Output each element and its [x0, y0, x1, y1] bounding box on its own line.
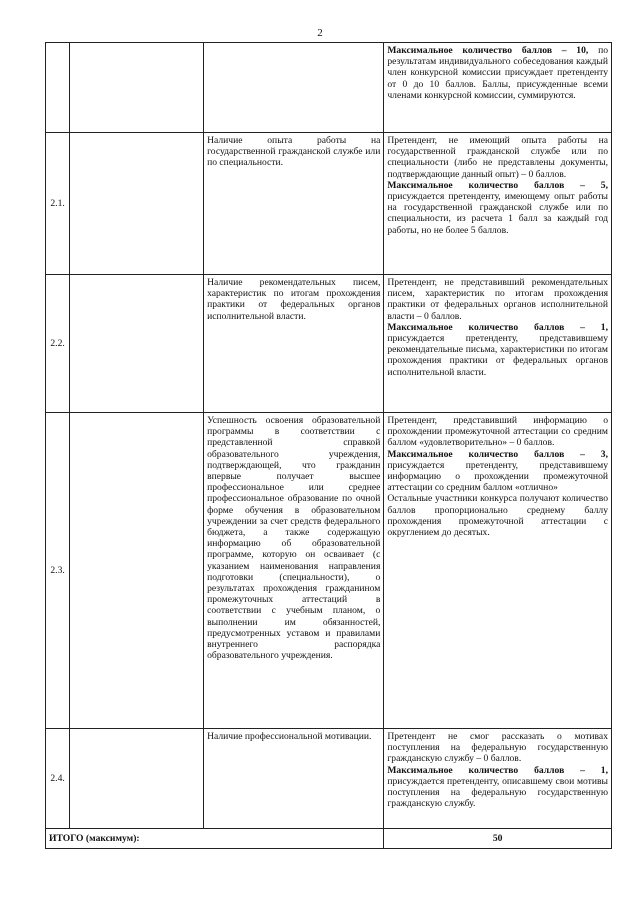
max-score-text: присуждается претенденту, представившему рекомендательные письма, характеристики по итогам прохождения практики от федеральных органов исполнительной власти. — [387, 333, 608, 378]
row-number: 2.4. — [46, 729, 70, 829]
max-score-text: присуждается претенденту, имеющему опыт работы на государственной гражданской службе или по специальности, из расчета 1 балл за каждый год работы, но не более 5 баллов. — [387, 191, 608, 236]
criteria-table — [45, 42, 612, 849]
table-row — [46, 413, 612, 729]
blank-cell — [70, 729, 204, 829]
max-score-label: Максимальное количество баллов – 10, — [387, 45, 589, 56]
table-row — [46, 133, 612, 275]
row-number: 2.2. — [46, 275, 70, 413]
description-text: Претендент, не имеющий опыта работы на государственной гражданской службе или по специальности (либо не представлены документы, подтверждающие данный опыт) – 0 баллов. — [387, 135, 608, 180]
description-text: по результатам индивидуального собеседования каждый член конкурсной комиссии присуждает претенденту от 0 до 10 баллов. Баллы, присужденные всеми членами конкурсной комиссии, суммируются. — [387, 45, 609, 101]
description-text: Претендент не смог рассказать о мотивах поступления на федеральную государственную гражданскую службу – 0 баллов. — [387, 731, 608, 765]
blank-cell — [70, 413, 204, 729]
max-score-label: Максимальное количество баллов – 3, — [387, 448, 608, 460]
row-number: 2.3. — [46, 413, 70, 729]
total-row — [46, 829, 612, 849]
description-cell — [384, 275, 612, 413]
criterion-cell — [204, 43, 384, 133]
max-score-label: Максимальное количество баллов – 1, — [387, 321, 608, 333]
table-row — [46, 729, 612, 829]
blank-cell — [70, 43, 204, 133]
max-score-text: присуждается претенденту, представившему информацию о прохождении промежуточной аттестации со средним баллом «отлично» — [387, 459, 608, 494]
max-score-label: Максимальное количество баллов – 5, — [387, 179, 608, 191]
extra-text: Остальные участники конкурса получают количество баллов пропорционально среднему баллу прохождения промежуточной аттестации с округлением до десятых. — [387, 493, 608, 539]
criterion-cell: Успешность освоения образовательной программы в соответствии с представленной справкой образовательного учреждения, подтверждающей, что гражданин впервые получает высшее профессиональное или среднее профессиональное образование по очной форме обучения в образовательном учреждении за счет средств федерального бюджета, а также содержащую информацию об образовательной программе, которую он осваивает (с указанием наименования направления подготовки (специальности), о результатах прохождения гражданином промежуточных аттестаций в соответствии с учебным планом, о выполнении им обязанностей, предусмотренных уставом и правилами внутреннего распорядка образовательного учреждения. — [204, 413, 384, 729]
table-row — [46, 43, 612, 133]
criterion-cell: Наличие рекомендательных писем, характеристик по итогам прохождения практики от федеральных органов исполнительной власти. — [204, 275, 384, 413]
description-cell — [384, 133, 612, 275]
page-number: 2 — [317, 27, 323, 39]
row-number — [46, 43, 70, 133]
description-cell — [384, 43, 612, 133]
row-number: 2.1. — [46, 133, 70, 275]
blank-cell — [70, 275, 204, 413]
max-score-text: присуждается претенденту, описавшему свои мотивы поступления на федеральную государственную гражданскую службу. — [387, 775, 608, 810]
criterion-cell: Наличие опыта работы на государственной гражданской службе или по специальности. — [204, 133, 384, 275]
blank-cell — [70, 133, 204, 275]
max-score-label: Максимальное количество баллов – 1, — [387, 764, 608, 776]
total-label: ИТОГО (максимум): — [46, 829, 384, 849]
description-cell — [384, 729, 612, 829]
description-cell — [384, 413, 612, 729]
description-text: Претендент, не представивший рекомендательных писем, характеристик по итогам прохождения практики от федеральных органов исполнительной власти – 0 баллов. — [387, 277, 608, 322]
table-row — [46, 275, 612, 413]
total-value: 50 — [384, 829, 612, 849]
criterion-cell: Наличие профессиональной мотивации. — [204, 729, 384, 829]
description-text: Претендент, представивший информацию о прохождении промежуточной аттестации со средним баллом «удовлетворительно» – 0 баллов. — [387, 415, 608, 449]
